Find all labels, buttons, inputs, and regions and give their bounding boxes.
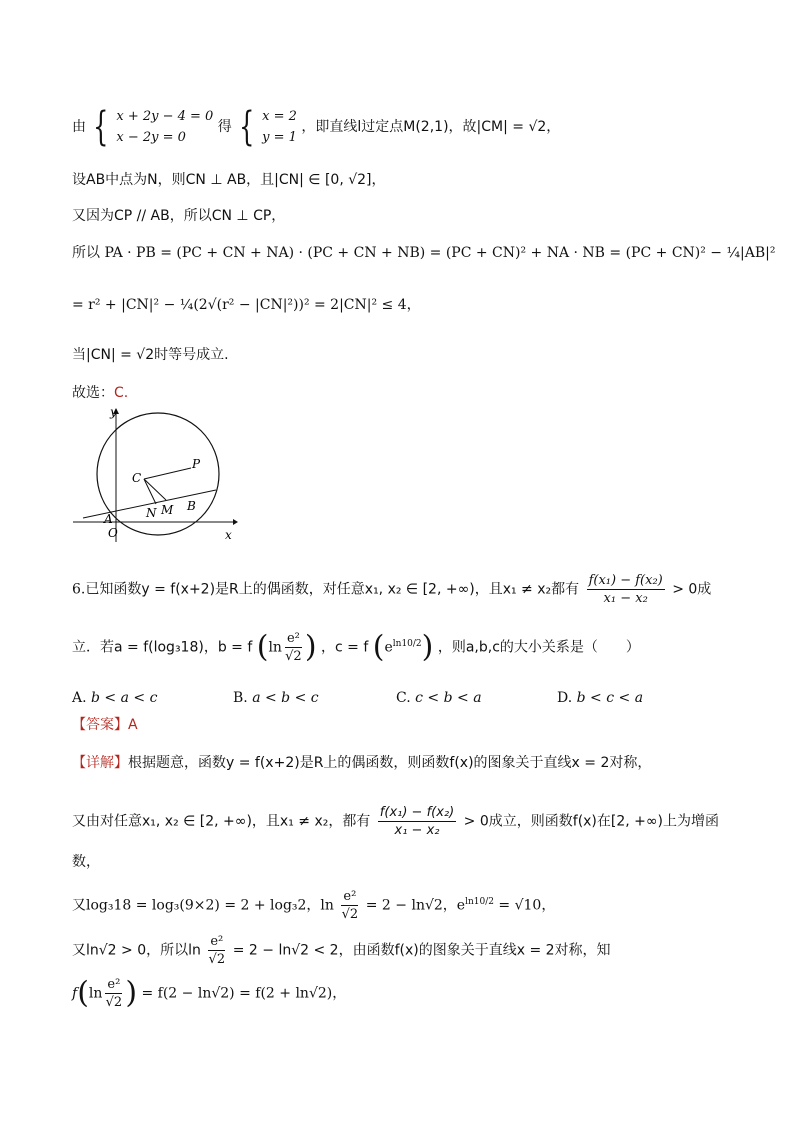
q6-text2c: ，则a,b,c的大小关系是（ ）	[437, 639, 640, 656]
option-a-value: b < a < c	[91, 690, 158, 706]
detail-line3: 数，	[72, 854, 100, 870]
detail-line5	[72, 935, 611, 966]
detail-ln-den-3: √2	[105, 995, 123, 1010]
paren-left-icon: (	[256, 629, 269, 665]
q6-frac-num: f(x₁) − f(x₂)	[588, 573, 663, 588]
detail-line4	[72, 890, 555, 921]
option-c-label: C.	[396, 690, 411, 706]
line-midpoint: 设AB中点为N，则CN ⊥ AB，且|CN| ∈ [0, √2]，	[72, 172, 386, 188]
segment-cm	[144, 479, 166, 500]
segment-cn	[144, 479, 156, 504]
label-o: O	[108, 526, 118, 540]
q6-text2a: 立．若a = f(log₃18)，b = f	[72, 639, 253, 656]
detail-d4b: = 2 − ln√2，e	[365, 897, 466, 914]
option-d[interactable]	[557, 690, 643, 706]
option-b-label: B.	[233, 690, 248, 706]
detail-d5b: = 2 − ln√2 < 2，由函数f(x)的图象关于直线x = 2对称，知	[232, 942, 611, 959]
detail-ln-fraction	[341, 890, 358, 921]
detail-d5a: 又ln√2 > 0，所以ln	[72, 942, 201, 959]
paren-right-icon: )	[304, 629, 317, 665]
x-axis-arrow-icon	[233, 519, 238, 525]
q6-text1: 已知函数y = f(x+2)是R上的偶函数，对任意x₁, x₂ ∈ [2, +∞)，且x₁ ≠ x₂都有	[85, 581, 580, 598]
detail-d2b: > 0成立，则函数f(x)在[2, +∞)上为增函	[463, 813, 720, 830]
text-suoyi: 所以	[72, 245, 100, 261]
line-system	[72, 106, 560, 148]
paren-left-icon: (	[77, 975, 89, 1011]
text-prefix: 由	[72, 119, 86, 135]
left-brace-icon: {	[239, 104, 255, 150]
circle-diagram	[68, 402, 248, 547]
choose-line	[72, 386, 128, 400]
detail-exp-power: ln10/2	[465, 896, 494, 907]
q6-exp-power: ln10/2	[392, 638, 422, 649]
line-parallel: 又因为CP // AB，所以CN ⊥ CP，	[72, 208, 286, 224]
line-expansion: = r² + |CN|² − ¼(2√(r² − |CN|²))² = 2|CN|² ≤ 4，	[72, 297, 421, 313]
detail-ln-fraction-3	[105, 978, 122, 1009]
label-a: A	[104, 512, 113, 526]
option-d-value: b < c < a	[576, 690, 644, 706]
detail-frac-num: f(x₁) − f(x₂)	[379, 805, 455, 820]
paren-right-icon: )	[421, 629, 434, 665]
detail-ln-num-3: e²	[107, 977, 121, 992]
vector-expression: PA · PB = (PC + CN + NA) · (PC + CN + NB) = (PC + CN)² + NA · NB = (PC + CN)² − ¼|AB|²	[104, 245, 776, 261]
label-c: C	[132, 471, 142, 485]
option-b-value: a < b < c	[252, 690, 319, 706]
detail-fraction	[378, 806, 456, 837]
label-b: B	[187, 499, 196, 513]
solution-1: x = 2	[262, 109, 297, 124]
equation-1: x + 2y − 4 = 0	[116, 109, 214, 124]
q6-text1-end: > 0成	[672, 581, 712, 598]
circle	[97, 413, 219, 535]
option-a[interactable]	[72, 690, 157, 706]
label-p: P	[192, 457, 201, 471]
segment-cp	[144, 468, 191, 479]
q6-exp-base: e	[384, 639, 393, 656]
label-y: y	[110, 405, 117, 419]
q6-line1	[72, 574, 711, 605]
left-brace-icon: {	[93, 104, 109, 150]
answer-tag: 【答案】A	[72, 717, 138, 733]
label-x: x	[225, 528, 232, 542]
q6-number: 6.	[72, 581, 86, 598]
detail-d4a: 又log₃18 = log₃(9×2) = 2 + log₃2，ln	[72, 897, 334, 914]
line1-text: ，即直线l过定点M(2,1)，故|CM| = √2，	[301, 119, 561, 135]
line-equality: 当|CN| = √2时等号成立.	[72, 347, 229, 363]
q6-fraction	[587, 574, 665, 605]
q6-text2b: ，c = f	[321, 639, 369, 656]
detail-ln-den-2: √2	[208, 952, 226, 967]
q6-ln-num: e²	[286, 631, 300, 646]
option-c-value: c < b < a	[415, 690, 482, 706]
detail-d6b: = f(2 − ln√2) = f(2 + ln√2)，	[141, 985, 347, 1002]
label-n: N	[146, 506, 157, 520]
q6-frac-den: x₁ − x₂	[603, 591, 648, 606]
q6-ln-den: √2	[285, 649, 302, 664]
paren-right-icon: )	[125, 975, 138, 1011]
detail-ln-fraction-2	[208, 935, 225, 966]
option-b[interactable]	[233, 690, 319, 706]
choose-value: C.	[114, 385, 129, 401]
detail-line2	[72, 806, 719, 837]
choose-label: 故选：	[72, 385, 114, 401]
detail-ln-den: √2	[341, 907, 359, 922]
line-vector-product	[72, 246, 776, 260]
detail-d6a: f	[72, 985, 78, 1002]
q6-ln-fraction	[285, 632, 302, 663]
option-a-label: A.	[72, 690, 87, 706]
equation-2: x − 2y = 0	[116, 130, 186, 145]
detail-d2a: 又由对任意x₁, x₂ ∈ [2, +∞)，且x₁ ≠ x₂，都有	[72, 813, 371, 830]
detail-frac-den: x₁ − x₂	[394, 823, 440, 838]
detail-line1	[72, 756, 651, 770]
detail-d1: 根据题意，函数y = f(x+2)是R上的偶函数，则函数f(x)的图象关于直线x = 2对称，	[128, 755, 652, 771]
detail-ln-num: e²	[343, 889, 357, 904]
q6-line2: 立．若a = f(log₃18)，b = f (ln $\frac{\text{e²}}{√2}$ ) ，c = f $(e^{ln10/2})$ ，则a,b,c的大小关系是（ ）	[72, 629, 640, 665]
label-m: M	[161, 503, 174, 517]
detail-line6: f(ln $\frac{\text{e²}}{√2}$ ) = f(2 − ln√2) = f(2 + ln√2)，	[72, 975, 347, 1011]
detail-d4c: = √10，	[498, 897, 556, 914]
detail-ln-num-2: e²	[210, 934, 224, 949]
text-mid: 得	[217, 119, 232, 135]
detail-tag: 【详解】	[72, 755, 128, 771]
solution-2: y = 1	[262, 130, 297, 145]
option-d-label: D.	[557, 690, 573, 706]
option-c[interactable]	[396, 690, 482, 706]
paren-left-icon: (	[372, 629, 385, 665]
equation-system	[116, 106, 213, 148]
solution-system	[262, 106, 297, 148]
